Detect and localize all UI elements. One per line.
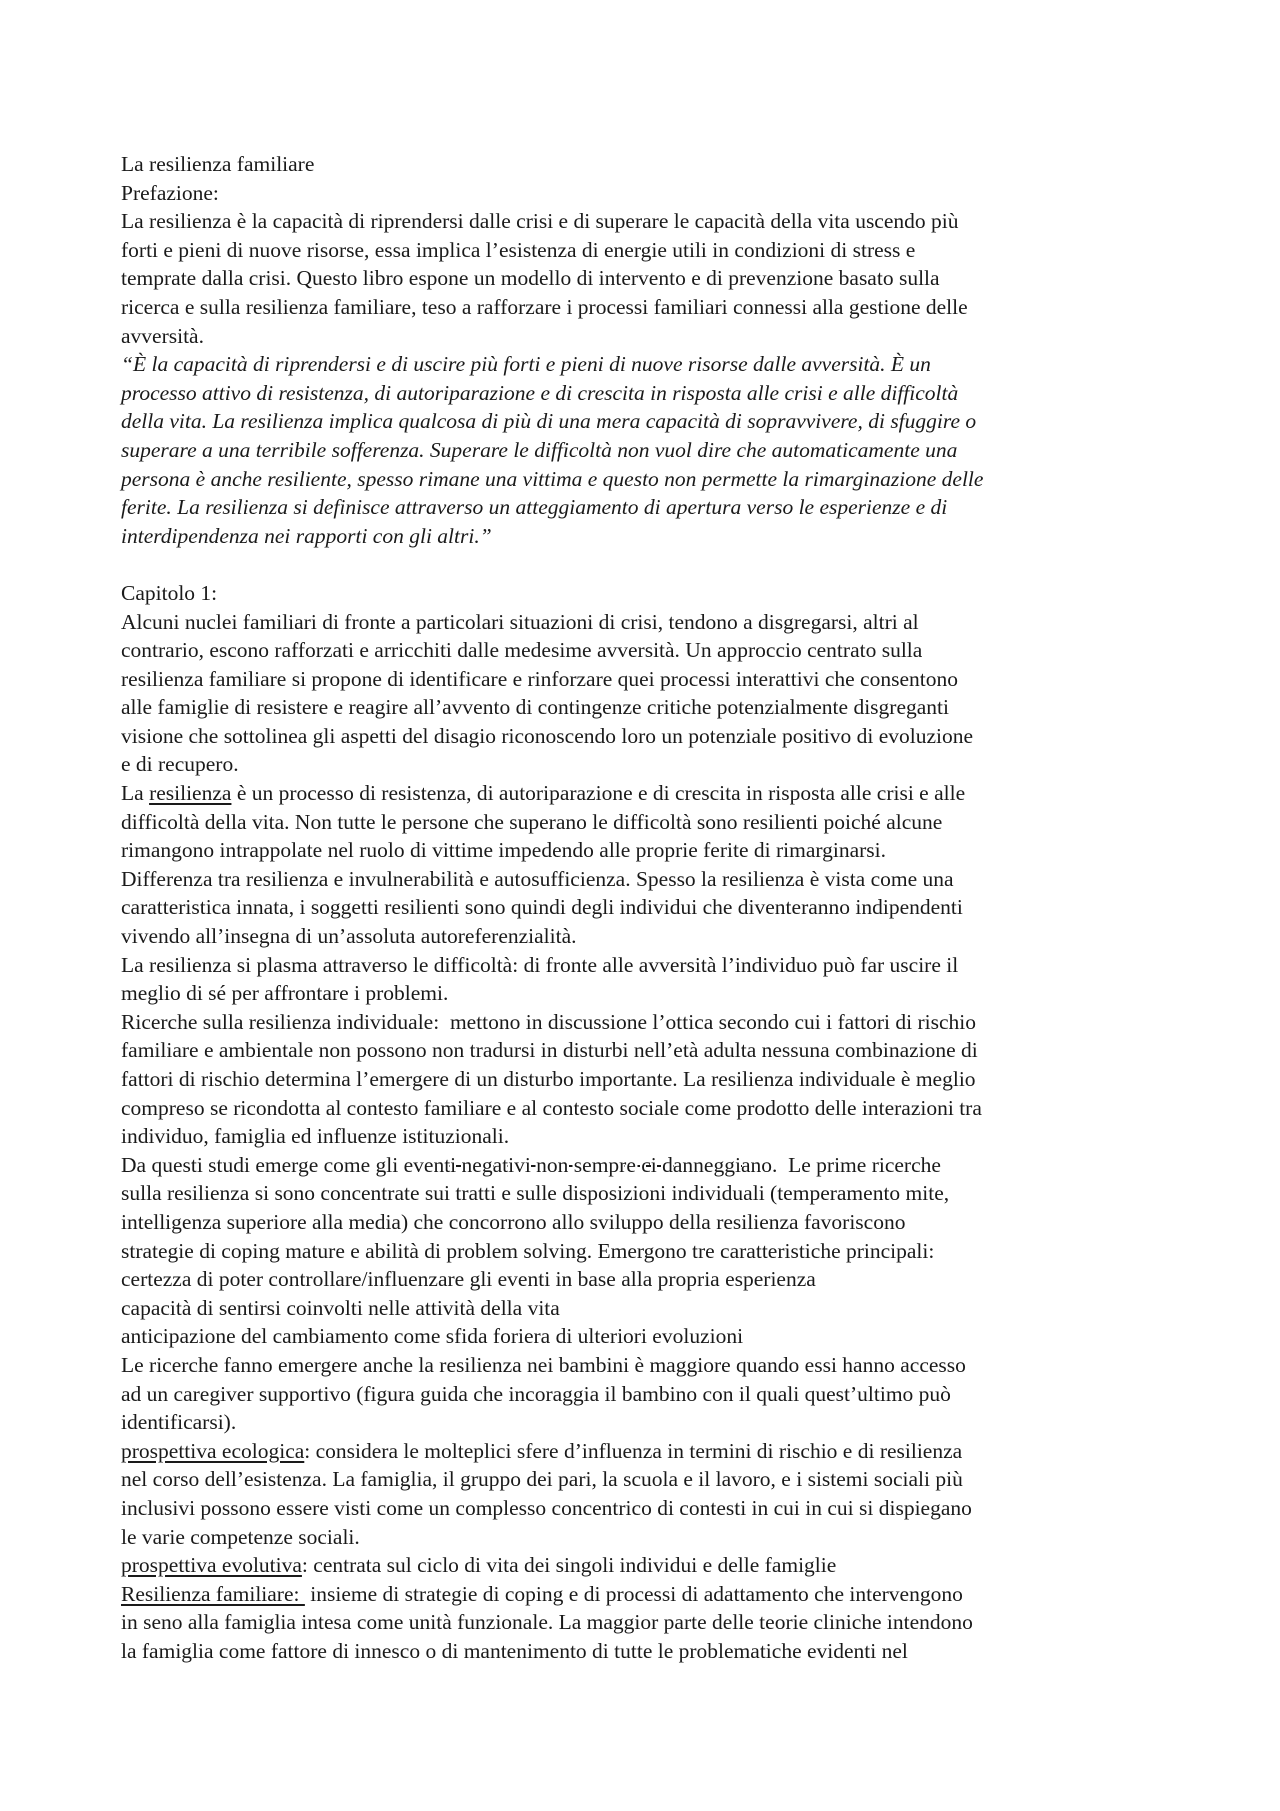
- text-line: anticipazione del cambiamento come sfida foriera di ulteriori evoluzioni: [121, 1324, 744, 1349]
- chapter1-paragraph-1: [121, 608, 1171, 780]
- text-line: ad un caregiver supportivo (figura guida che incoraggia il bambino con il quali quest’ultimo può: [121, 1381, 951, 1406]
- text-line: strategie di coping mature e abilità di problem solving. Emergono tre caratteristiche principali:: [121, 1238, 935, 1263]
- text-line: visione che sottolinea gli aspetti del disagio riconoscendo loro un potenziale positivo di evoluzione: [121, 723, 974, 748]
- text-fragment: : considera le molteplici sfere d’influenza in termini di rischio e di resilienza: [304, 1438, 963, 1463]
- text-line: Ricerche sulla resilienza individuale: mettono in discussione l’ottica secondo cui i fattori di rischio: [121, 1009, 976, 1034]
- quote-line: processo attivo di resistenza, di autoriparazione e di crescita in risposta alle crisi e alle difficoltà: [121, 380, 959, 405]
- text-line: certezza di poter controllare/influenzare gli eventi in base alla propria esperienza: [121, 1267, 816, 1292]
- text-fragment: è un processo di resistenza, di autoriparazione e di crescita in risposta alle crisi e alle: [231, 781, 966, 806]
- text-line: Le ricerche fanno emergere anche la resilienza nei bambini è maggiore quando essi hanno accesso: [121, 1352, 966, 1377]
- quote-line: della vita. La resilienza implica qualcosa di più di una mera capacità di sopravvivere, di sfuggire o: [121, 409, 977, 434]
- text-line: avversità.: [121, 323, 204, 348]
- text-line: inclusivi possono essere visti come un complesso concentrico di contesti in cui in cui si dispiegano: [121, 1495, 972, 1520]
- text-line: contrario, escono rafforzati e arricchiti dalle medesime avversità. Un approccio centrato sulla: [121, 638, 923, 663]
- text-fragment: Da questi studi emerge come gli: [121, 1152, 404, 1177]
- text-line: La resilienza si plasma attraverso le difficoltà: di fronte alle avversità l’individuo può far uscire il: [121, 952, 959, 977]
- text-line: resilienza familiare si propone di identificare e rinforzare quei processi interattivi che consentono: [121, 666, 958, 691]
- text-line: alle famiglie di resistere e reagire all’avvento di contingenze critiche potenzialmente disgreganti: [121, 695, 949, 720]
- text-line: La resilienza è la capacità di riprendersi dalle crisi e di superare le capacità della vita uscendo più: [121, 209, 959, 234]
- preface-heading: Prefazione:: [121, 180, 219, 205]
- text-line: meglio di sé per affrontare i problemi.: [121, 981, 449, 1006]
- text-line: ricerca e sulla resilienza familiare, teso a rafforzare i processi familiari connessi alla gestione delle: [121, 294, 968, 319]
- text-line: sulla resilienza si sono concentrate sui tratti e sulle disposizioni individuali (temperamento mite,: [121, 1181, 950, 1206]
- chapter1-paragraph-2: [121, 779, 1171, 1151]
- evolutionary-perspective-paragraph: [121, 1551, 1171, 1580]
- document-title: La resilienza familiare: [121, 152, 315, 176]
- document-page: [121, 150, 1171, 1665]
- text-line: [121, 1580, 1171, 1609]
- text-line: temprate dalla crisi. Questo libro espone un modello di intervento e di prevenzione basato sulla: [121, 266, 940, 291]
- text-line: [121, 779, 1171, 808]
- text-line: in seno alla famiglia intesa come unità funzionale. La maggior parte delle teorie cliniche intendono: [121, 1610, 973, 1635]
- quote-line: persona è anche resiliente, spesso rimane una vittima e questo non permette la rimarginazione delle: [121, 466, 984, 491]
- text-line: [121, 1551, 1171, 1580]
- underlined-term-resilienza-familiare: Resilienza familiare:: [121, 1581, 305, 1606]
- text-line: e di recupero.: [121, 752, 239, 777]
- family-resilience-paragraph: [121, 1580, 1171, 1666]
- quote-line: superare a una terribile sofferenza. Superare le difficoltà non vuol dire che automaticamente una: [121, 437, 958, 462]
- text-line: [121, 1437, 1171, 1466]
- chapter-heading: Capitolo 1:: [121, 580, 218, 605]
- underlined-term-prospettiva-ecologica: prospettiva ecologica: [121, 1438, 305, 1463]
- text-line: capacità di sentirsi coinvolti nelle attività della vita: [121, 1295, 560, 1320]
- ecological-perspective-paragraph: [121, 1437, 1171, 1551]
- text-line: compreso se ricondotta al contesto familiare e al contesto sociale come prodotto delle interazioni tra: [121, 1095, 982, 1120]
- text-line: Differenza tra resilienza e invulnerabilità e autosufficienza. Spesso la resilienza è vista come una: [121, 866, 954, 891]
- text-line: individuo, famiglia ed influenze istituzionali.: [121, 1124, 510, 1149]
- quote-line: ferite. La resilienza si definisce attraverso un atteggiamento di apertura verso le esperienze e di: [121, 495, 948, 520]
- text-line: forti e pieni di nuove risorse, essa implica l’esistenza di energie utili in condizioni di stress e: [121, 237, 916, 262]
- underlined-term-prospettiva-evolutiva: prospettiva evolutiva: [121, 1553, 302, 1578]
- text-line: Alcuni nuclei familiari di fronte a particolari situazioni di crisi, tendono a disgregarsi, altri al: [121, 609, 919, 634]
- text-line: la famiglia come fattore di innesco o di mantenimento di tutte le problematiche evidenti nel: [121, 1638, 908, 1663]
- blank-line: [121, 550, 1171, 579]
- text-fragment: La: [121, 781, 150, 806]
- text-line: le varie competenze sociali.: [121, 1524, 360, 1549]
- quote-line: interdipendenza nei rapporti con gli altri.”: [121, 523, 492, 548]
- text-line: nel corso dell’esistenza. La famiglia, il gruppo dei pari, la scuola e il lavoro, e i sistemi sociali più: [121, 1467, 963, 1492]
- text-line: identificarsi).: [121, 1410, 237, 1435]
- text-line: familiare e ambientale non possono non tradursi in disturbi nell’età adulta nessuna combinazione di: [121, 1038, 978, 1063]
- preface-paragraph: [121, 207, 1171, 350]
- text-line: fattori di rischio determina l’emergere di un disturbo importante. La resilienza individuale è meglio: [121, 1067, 976, 1091]
- underlined-term-resilienza: resilienza: [149, 781, 232, 806]
- text-line: caratteristica innata, i soggetti resilienti sono quindi degli individui che diventeranno indipendenti: [121, 895, 963, 920]
- preface-quote: [121, 350, 1171, 550]
- text-line: difficoltà della vita. Non tutte le persone che superano le difficoltà sono resilienti poiché alcune: [121, 809, 943, 834]
- text-line: vivendo all’insegna di un’assoluta autoreferenzialità.: [121, 924, 577, 949]
- underlined-term-eventi-negativi: eventi negativi non sempre ci danneggiano: [403, 1152, 772, 1177]
- text-line: intelligenza superiore alla media) che concorrono allo sviluppo della resilienza favoriscono: [121, 1209, 906, 1234]
- chapter1-paragraph-3: [121, 1151, 1171, 1437]
- text-line: rimangono intrappolate nel ruolo di vittime impedendo alle proprie ferite di rimarginarsi.: [121, 838, 887, 863]
- text-fragment: . Le prime ricerche: [772, 1152, 941, 1177]
- text-fragment: : centrata sul ciclo di vita dei singoli individui e delle famiglie: [301, 1553, 837, 1578]
- text-line: [121, 1151, 1171, 1180]
- quote-line: “È la capacità di riprendersi e di uscire più forti e pieni di nuove risorse dalle avversità. È un: [121, 352, 931, 377]
- text-fragment: insieme di strategie di coping e di processi di adattamento che intervengono: [304, 1581, 963, 1606]
